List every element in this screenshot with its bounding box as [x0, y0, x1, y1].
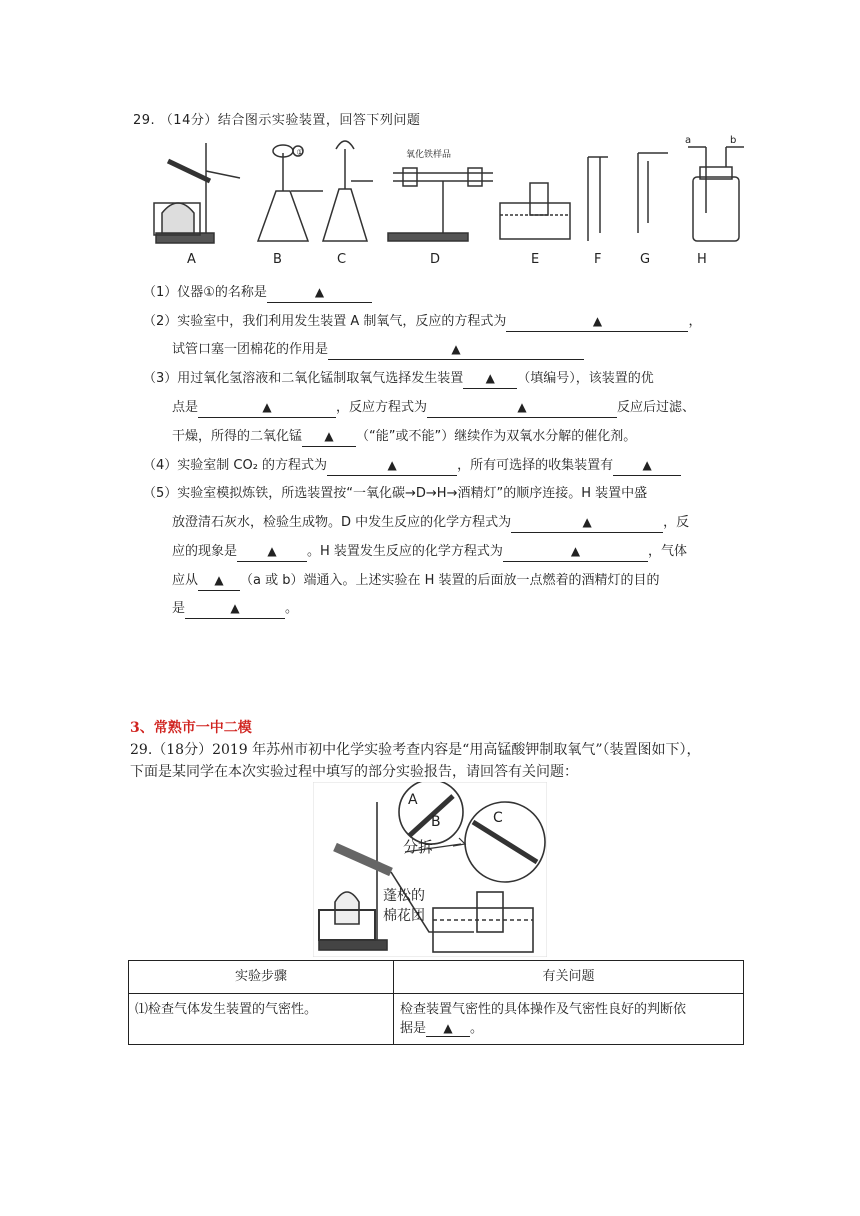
apparatus-label-h: H — [697, 252, 707, 267]
question-29b-intro-1: 29.（18分）2019 年苏州市初中化学实验考查内容是“用高锰酸钾制取氧气”（装置图如下）， — [130, 742, 701, 758]
kmno4-apparatus-figure — [313, 782, 547, 957]
experiment-report-table — [128, 960, 744, 1045]
question-line-2: （2）实验室中，我们利用发生装置 A 制氧气，反应的方程式为 ▲ ， — [143, 312, 701, 332]
figure-label-B: B — [431, 814, 441, 830]
figure-label-circle1: ① — [296, 148, 304, 157]
answer-blank[interactable]: ▲ — [503, 542, 648, 562]
answer-blank[interactable]: ▲ — [613, 456, 681, 476]
answer-blank[interactable]: ▲ — [185, 599, 285, 619]
question-line-6: 干燥，所得的二氧化锰 ▲ （“能”或不能”）继续作为双氧水分解的催化剂。 — [172, 427, 636, 447]
question-line-8: （5）实验室模拟炼铁，所选装置按“一氧化碳→D→H→酒精灯”的顺序连接。H 装置中盛 — [143, 486, 648, 501]
question-line-4: （3）用过氧化氢溶液和二氧化锰制取氧气选择发生装置 ▲ （填编号），该装置的优 — [143, 369, 654, 389]
answer-blank[interactable]: ▲ — [426, 1021, 470, 1037]
figure-label-b: b — [730, 135, 737, 146]
apparatus-label-c: C — [337, 252, 347, 267]
question-line-12: 是 ▲ 。 — [172, 599, 298, 619]
answer-blank[interactable]: ▲ — [327, 456, 457, 476]
table-row — [129, 994, 744, 1045]
apparatus-label-d: D — [430, 252, 441, 267]
question-line-1: （1）仪器①的名称是 ▲ — [143, 283, 372, 303]
answer-blank[interactable]: ▲ — [506, 312, 688, 332]
figure-label-C: C — [493, 810, 503, 826]
header-step: 实验步骤 — [129, 961, 394, 994]
header-question: 有关问题 — [394, 961, 744, 994]
apparatus-figure — [148, 133, 748, 251]
figure-label-cotton-1: 蓬松的 — [383, 888, 425, 904]
figure-label-sample: 氧化铁样品 — [406, 150, 452, 160]
answer-blank[interactable]: ▲ — [267, 283, 372, 303]
answer-blank[interactable]: ▲ — [198, 398, 336, 418]
answer-blank[interactable]: ▲ — [511, 513, 663, 533]
question-line-10: 应的现象是 ▲ 。H 装置发生反应的化学方程式为 ▲ ，气体 — [172, 542, 687, 562]
question-line-9: 放澄清石灰水，检验生成物。D 中发生反应的化学方程式为 ▲ ，反 — [172, 513, 689, 533]
table-header-row — [129, 961, 744, 994]
cell-step: ⑴检查气体发生装置的气密性。 — [129, 994, 394, 1045]
question-line-5: 点是 ▲ ，反应方程式为 ▲ 反应后过滤、 — [172, 398, 695, 418]
apparatus-label-f: F — [594, 252, 602, 267]
apparatus-label-e: E — [531, 252, 540, 267]
answer-blank[interactable]: ▲ — [302, 427, 356, 447]
cell-question: 检查装置气密性的具体操作及气密性良好的判断依 据是 ▲ 。 — [394, 994, 744, 1045]
section-heading: 3、常熟市一中二模 — [130, 720, 252, 736]
figure-label-a: a — [685, 135, 692, 146]
answer-blank[interactable]: ▲ — [427, 398, 617, 418]
figure-label-cotton-2: 棉花团 — [383, 908, 425, 924]
answer-blank[interactable]: ▲ — [328, 340, 584, 360]
figure-label-split: 分拆 — [403, 838, 434, 856]
answer-blank[interactable]: ▲ — [237, 542, 307, 562]
question-line-3: 试管口塞一团棉花的作用是 ▲ — [172, 340, 584, 360]
question-29-title: 29. （14分）结合图示实验装置，回答下列问题 — [133, 113, 421, 128]
apparatus-label-b: B — [273, 252, 282, 267]
question-29b-intro-2: 下面是某同学在本次实验过程中填写的部分实验报告，请回答有关问题： — [130, 764, 578, 780]
apparatus-label-a: A — [187, 252, 196, 267]
question-line-7: （4）实验室制 CO₂ 的方程式为 ▲ ，所有可选择的收集装置有 ▲ — [143, 456, 681, 476]
answer-blank[interactable]: ▲ — [463, 369, 517, 389]
figure-label-A: A — [408, 792, 418, 808]
question-line-11: 应从 ▲ （a 或 b）端通入。上述实验在 H 装置的后面放一点燃着的酒精灯的目的 — [172, 571, 660, 591]
apparatus-label-g: G — [640, 252, 651, 267]
answer-blank[interactable]: ▲ — [198, 571, 240, 591]
